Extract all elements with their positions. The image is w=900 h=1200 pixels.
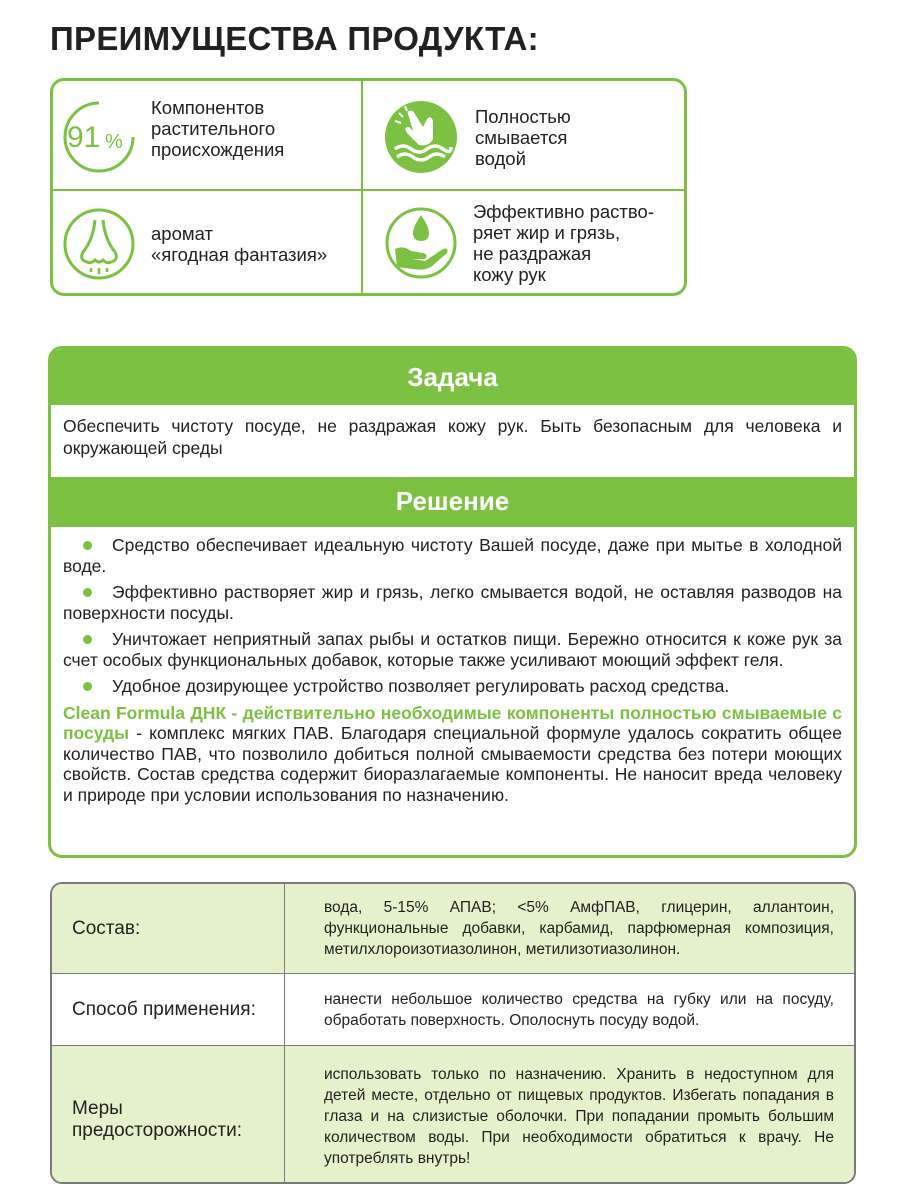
row-label: Состав: [72, 917, 141, 939]
benefit-line: ряет жир и грязь, [473, 222, 621, 243]
table-row-usage [52, 973, 854, 1046]
benefit-line: аромат [151, 223, 213, 244]
list-item [63, 582, 842, 623]
table-column-divider [284, 884, 285, 1182]
page-title: ПРЕИМУЩЕСТВА ПРОДУКТА: [50, 20, 539, 57]
formula-highlight: Clean Formula ДНК - действительно необходимые компоненты полностью смываемые с посуды [63, 702, 842, 743]
benefit-line: Компонентов [151, 97, 265, 118]
table-row-precautions [52, 1046, 854, 1184]
list-item [63, 676, 842, 697]
bullet-dot-icon [83, 682, 92, 691]
benefit-line: растительного [151, 118, 276, 139]
benefit-text [475, 106, 571, 169]
benefit-washes-off [383, 95, 683, 179]
solution-header: Решение [51, 477, 854, 527]
formula-text: - комплекс мягких ПАВ. Благодаря специальной формуле удалось сократить общее количество ПАВ, что позволило добиться полной смываемости средства без потери моющих свойств. Состав средства содержит биоразлагаемые компоненты. Не наносит вреда человеку и природе при условии использования по назначению. [63, 723, 842, 805]
benefit-line: не раздражая [473, 243, 592, 264]
bullet-dot-icon [83, 541, 92, 550]
formula-paragraph [51, 703, 854, 806]
bullet-text: Удобное дозирующее устройство позволяет регулировать расход средства. [112, 676, 730, 696]
percent-91-icon [61, 99, 137, 175]
benefit-scent [61, 201, 359, 287]
row-label: Способ применения: [72, 998, 256, 1020]
bullet-text: Средство обеспечивает идеальную чистоту Вашей посуде, даже при мытье в холодной воде. [63, 535, 842, 576]
list-item [63, 535, 842, 576]
benefit-line: смывается [475, 126, 568, 148]
benefit-plant-components [61, 95, 359, 179]
row-value: использовать только по назначению. Хранить в недоступном для детей месте, отдельно от пищевых продуктов. Избегать попадания в глаза и на слизистые оболочки. При попадании промыть большим количеством воды. При необходимости обратиться к врачу. Не употреблять внутрь! [324, 1065, 834, 1167]
list-item [63, 629, 842, 670]
task-solution-box [48, 346, 857, 858]
benefit-line: кожу рук [473, 264, 546, 285]
bullet-text: Эффективно растворяет жир и грязь, легко смывается водой, не оставляя разводов на поверхности посуды. [63, 582, 842, 623]
nose-scent-icon [61, 206, 137, 282]
benefits-grid [50, 78, 687, 296]
row-value: нанести небольшое количество средства на губку или на посуду, обработать поверхность. Ополоснуть посуду водой. [324, 990, 834, 1029]
table-row-composition [52, 884, 854, 973]
benefit-text [151, 97, 284, 160]
row-label: Меры предосторожности: [72, 1098, 242, 1141]
task-text: Обеспечить чистоту посуде, не раздражая кожу рук. Быть безопасным для человека и окружающей среды [63, 416, 842, 458]
benefit-line: Полностью [475, 105, 571, 127]
info-table [50, 882, 856, 1184]
benefit-text [151, 223, 327, 265]
bullet-text: Уничтожает неприятный запах рыбы и остатков пищи. Бережно относится к коже рук за счет особых функциональных добавок, которые также усиливают моющий эффект геля. [63, 629, 842, 670]
percent-sign: % [105, 131, 123, 153]
task-header: Задача [51, 349, 854, 405]
percent-number: 91 [67, 121, 101, 154]
bullet-dot-icon [83, 588, 92, 597]
hand-drop-icon [383, 205, 459, 281]
hand-water-wave-icon [383, 99, 459, 175]
grid-divider-vertical [361, 81, 363, 293]
bullet-dot-icon [83, 635, 92, 644]
grid-divider-horizontal [53, 189, 684, 191]
benefit-line: «ягодная фантазия» [151, 244, 328, 265]
row-value: вода, 5-15% АПАВ; <5% АмфПАВ, глицерин, аллантоин, функциональные добавки, карбамид, парфюмерная композиция, метилхлороизотиазолинон, метилизотиазолинон. [324, 899, 834, 958]
benefit-dissolves-grease [383, 197, 683, 289]
solution-list [51, 527, 854, 697]
benefit-line: водой [475, 147, 526, 169]
benefit-line: происхождения [151, 139, 285, 160]
benefit-text [473, 201, 654, 285]
benefit-line: Эффективно раство- [473, 201, 654, 222]
